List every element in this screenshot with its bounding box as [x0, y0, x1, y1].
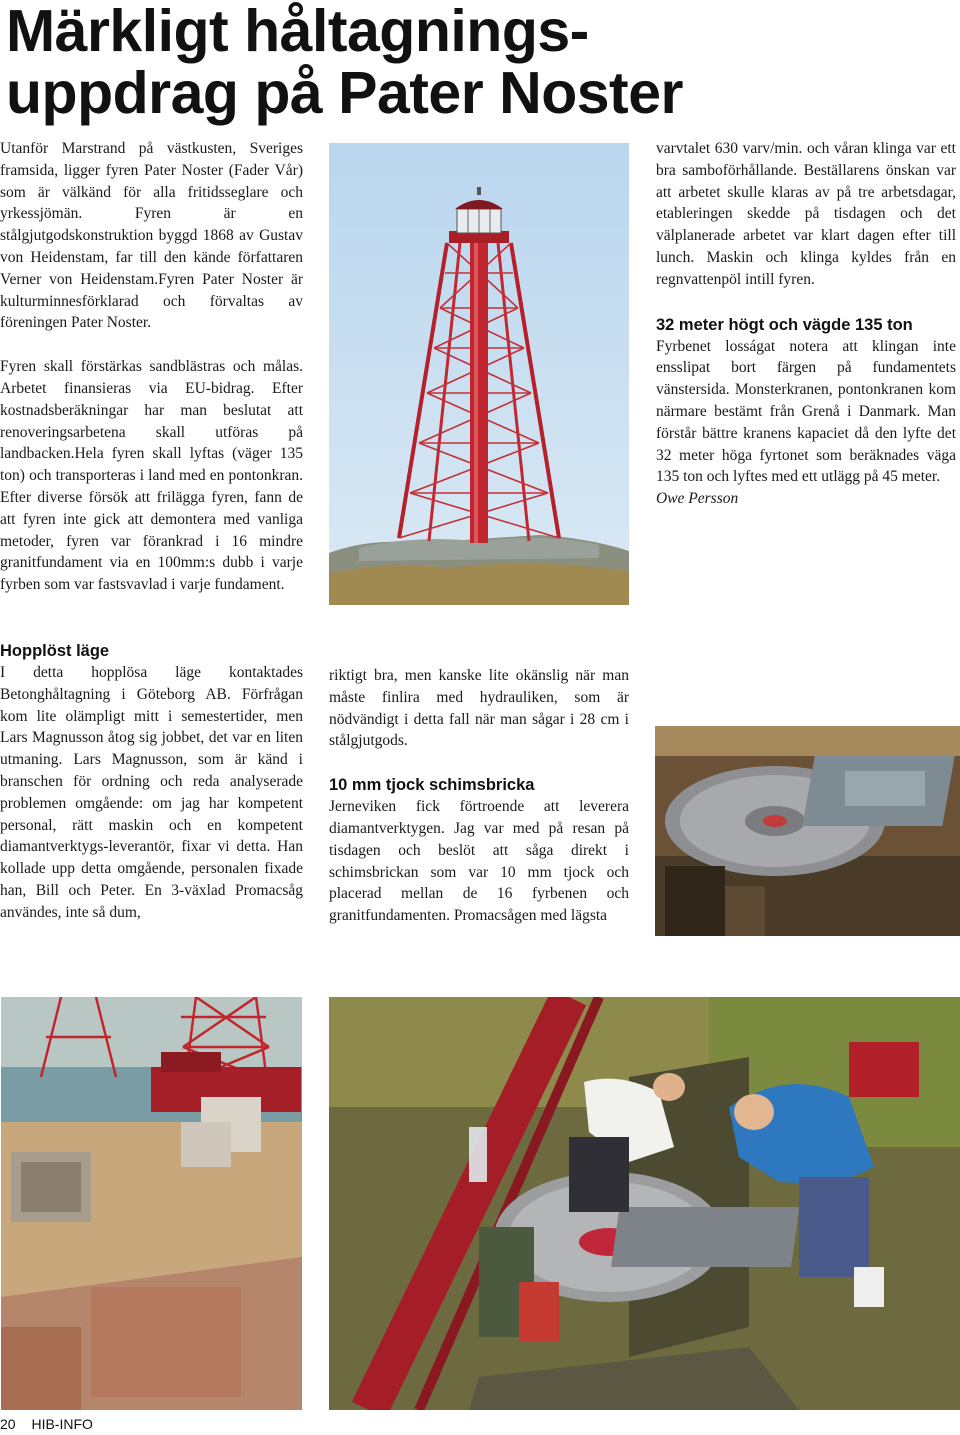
section-heading-32-meter: 32 meter högt och vägde 135 ton: [656, 315, 913, 334]
publication-name: HIB-INFO: [31, 1416, 93, 1432]
author-name: Owe Persson: [656, 490, 739, 508]
section-hopplost-lage: [0, 640, 303, 924]
crane-barge-photo: [1, 997, 302, 1410]
section-schimsbricka: [329, 665, 629, 927]
rpm-paragraph: varvtalet 630 varv/min. och våran klinga var ett bra samboförhållande. Beställarens önskan var att arbetet skulle klaras av på tre arbetsdagar, etableringen skedde på tisdagen och det välplanerade arbetet var klart dagen efter till lunch. Maskin och klinga kyldes från en regnvattenpöl intill fyren.: [656, 140, 956, 288]
page-footer: [0, 1416, 93, 1432]
lighthouse-photo: [329, 143, 629, 605]
diamond-paragraph: Jerneviken fick förtroende att leverera diamantverktygen. Jag var med på resan på tisdagen och beslöt att såga direkt i schimsbrickan som var 10 mm tjock och placerad mellan de 16 fyrbenen och granitfundamenten. Promacsågen med lägsta: [329, 798, 629, 925]
intro-paragraph: Utanför Marstrand på västkusten, Sveriges framsida, ligger fyren Pater Noster (Fader Vår) som är välkänd för alla fritidsseglare och yrkessjömän. Fyren är en stålgjutgodskonstruktion byggd 1868 av Gustav von Heidenstam, far till den kände författaren Verner von Heidenstam.Fyren Pater Noster är kulturminnesförklarad och förvaltas av föreningen Pater Noster.: [0, 140, 303, 332]
saw-blade-photo: [655, 726, 960, 936]
promac-paragraph: riktigt bra, men kanske lite okänslig när man måste finlira med hydrauliken, som är nödvändigt i detta fall när man sågar i 28 cm i stålgjutgods.: [329, 667, 629, 750]
section-heading-schimsbricka: 10 mm tjock schimsbricka: [329, 776, 535, 795]
title-line-1: Märkligt håltagnings-: [6, 0, 589, 64]
crane-paragraph: Fyrbenet losságat notera att klingan inte ensslipat bort färgen på fundamentets vänstersida. Monsterkranen, pontonkranen kom närmare bestämt från Grenå i Danmark. Man förstår bättre kranens kapaciet då den lyfte det 32 meter höga fyrtonet som beräknades väga 135 ton och lyftes med ett utlägg på 45 meter.: [656, 337, 956, 486]
workers-cutting-photo: [329, 997, 960, 1410]
intro-column: [0, 138, 303, 596]
renovation-paragraph: Fyren skall förstärkas sandblästras och målas. Arbetet finansieras via EU-bidrag. Efter kostnadsberäkningar har man beslutat att renoveringsarbetena skall utföras på landbacken.Hela fyren skall lyftas (väger 135 ton) och transporteras i land med en pontonkran. Efter diverse försök att frilägga fyren, fann de att fyren inte gick att demontera med vanliga metoder, fyren var förankrad i 16 mindre granitfundament via en 100mm:s dubb i varje fyrben som var fastsvavlad i varje fundament.: [0, 358, 303, 594]
hopplost-paragraph: I detta hopplösa läge kontaktades Betonghåltagning i Göteborg AB. Förfrågan kom lite olämpligt mitt i semestertider, men Lars Magnusson åtog sig jobbet, det var en liten utmaning. Lars Magnusson, som är känd i branschen för ordning och reda analyserade problemen omgående: om jag har kompetent personal, rätt maskin och en kompetent diamantverktygs-leverantör, fixar vi detta. Han kollade upp detta omgående, personalen fixade han, Bill och Peter. En 3-växlad Promacsåg användes, inte så dum,: [0, 664, 303, 921]
title-line-2: uppdrag på Pater Noster: [6, 60, 683, 126]
article-title: [6, 0, 946, 124]
section-heading-hopplost: Hopplöst läge: [0, 642, 110, 660]
page-number: 20: [0, 1416, 16, 1432]
right-column-top: [656, 138, 956, 510]
